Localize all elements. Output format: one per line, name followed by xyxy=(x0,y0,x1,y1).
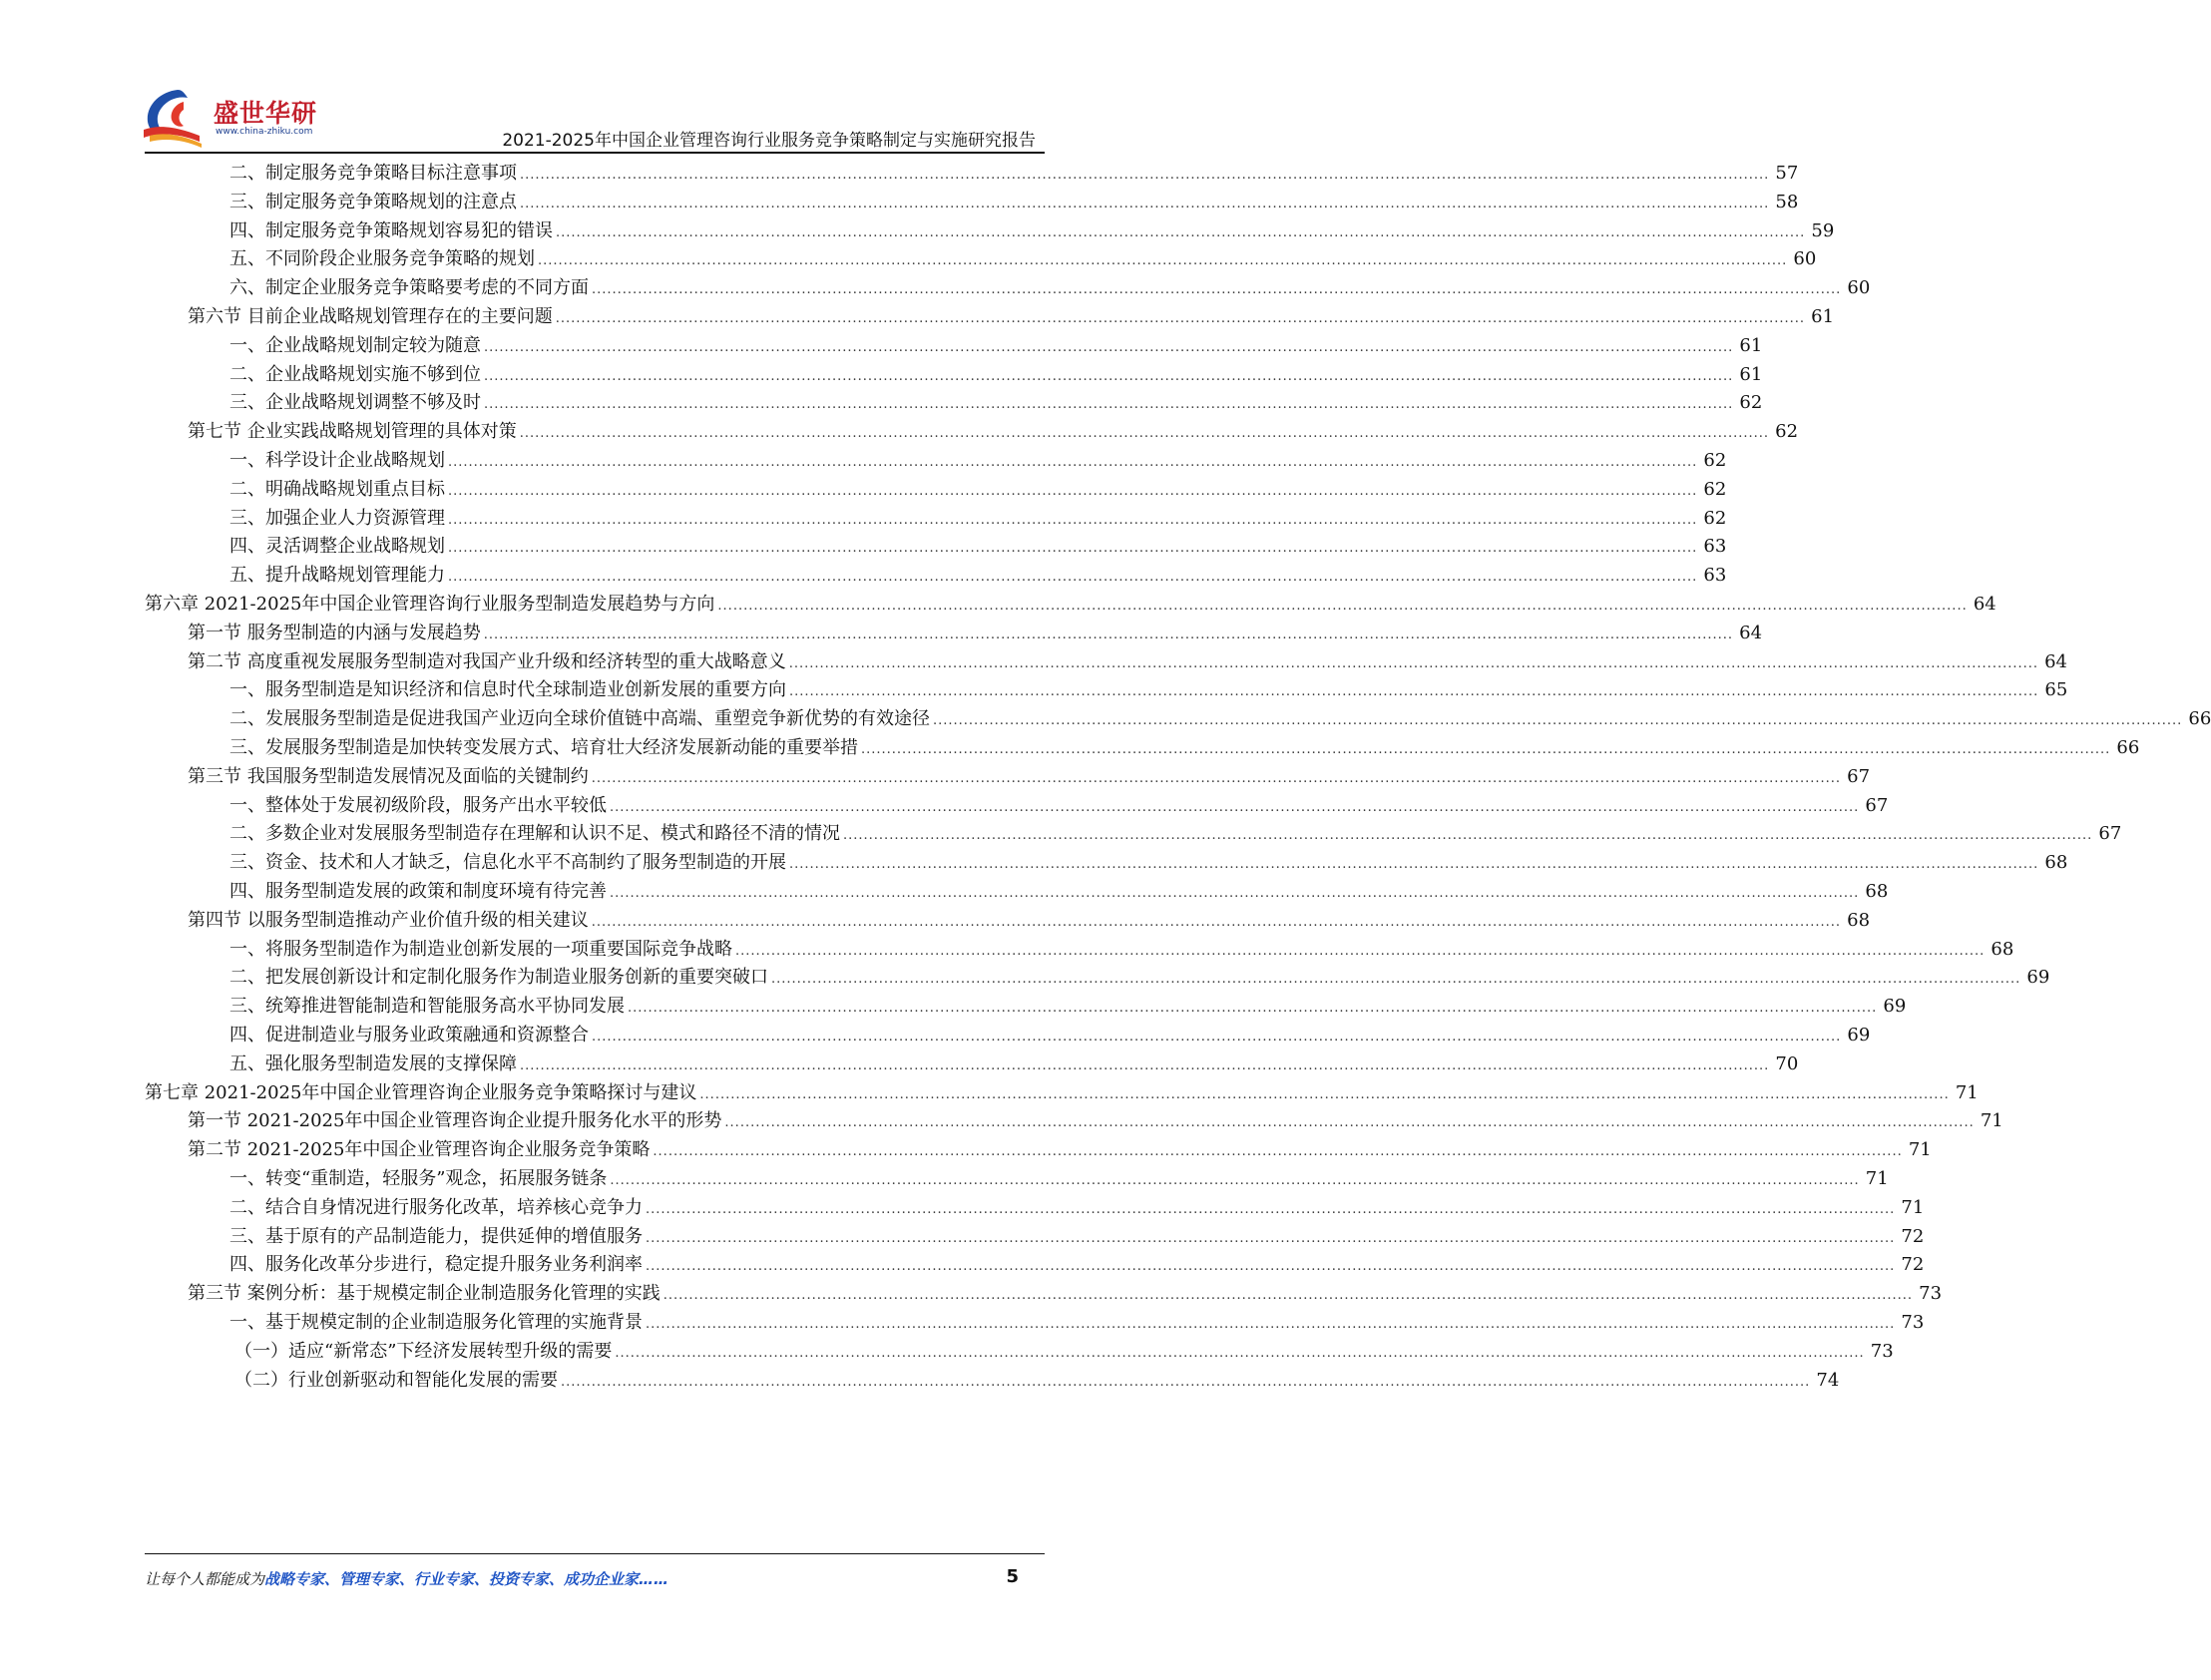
toc-leader-dots xyxy=(592,276,1841,304)
toc-leader-dots xyxy=(646,1225,1895,1253)
toc-entry-page: 63 xyxy=(1703,536,1727,557)
toc-entry[interactable] xyxy=(0,1136,1932,1164)
toc-entry-title: 二、结合自身情况进行服务化改革，培养核心竞争力 xyxy=(229,1197,643,1218)
toc-entry[interactable] xyxy=(0,620,1763,647)
toc-entry-page: 73 xyxy=(1919,1283,1943,1304)
toc-entry-page: 64 xyxy=(1973,594,1996,615)
toc-entry[interactable] xyxy=(0,1367,1840,1395)
toc-entry-title: 二、多数企业对发展服务型制造存在理解和认识不足、模式和路径不清的情况 xyxy=(229,823,840,844)
toc-entry-title: 六、制定企业服务竞争策略要考虑的不同方面 xyxy=(229,277,589,298)
toc-entry[interactable] xyxy=(0,332,1763,360)
toc-entry[interactable] xyxy=(0,505,1727,533)
toc-entry[interactable] xyxy=(0,763,1871,791)
toc-entry-page: 69 xyxy=(1847,1025,1871,1046)
toc-leader-dots xyxy=(646,1311,1895,1339)
toc-leader-dots xyxy=(538,247,1787,275)
toc-entry-title: 三、统筹推进智能制造和智能服务高水平协同发展 xyxy=(229,996,625,1017)
toc-leader-dots xyxy=(448,535,1697,563)
toc-entry-page: 60 xyxy=(1847,277,1871,298)
toc-entry[interactable] xyxy=(0,907,1871,935)
toc-entry[interactable] xyxy=(0,1251,1925,1279)
toc-leader-dots xyxy=(843,822,2092,850)
toc-entry-title: 第四节 以服务型制造推动产业价值升级的相关建议 xyxy=(188,910,589,931)
toc-entry-title: 二、制定服务竞争策略目标注意事项 xyxy=(229,163,517,184)
toc-entry[interactable] xyxy=(0,1165,1889,1193)
toc-entry[interactable] xyxy=(0,1223,1925,1251)
toc-entry-title: 第二节 2021-2025年中国企业管理咨询企业服务竞争策略 xyxy=(188,1139,651,1160)
toc-entry[interactable] xyxy=(0,562,1727,590)
footer-slogan xyxy=(145,1568,668,1589)
logo-url: www.china-zhiku.com xyxy=(216,127,313,137)
toc-leader-dots xyxy=(861,736,2110,764)
toc-leader-dots xyxy=(448,564,1697,592)
toc-entry[interactable] xyxy=(0,1194,1925,1222)
toc-entry-title: 第一节 2021-2025年中国企业管理咨询企业提升服务化水平的形势 xyxy=(188,1110,722,1131)
toc-entry-title: 五、强化服务型制造发展的支撑保障 xyxy=(229,1053,517,1074)
toc-entry[interactable] xyxy=(0,1050,1799,1078)
footer-divider xyxy=(145,1553,1045,1554)
toc-entry[interactable] xyxy=(0,676,2068,704)
toc-entry[interactable] xyxy=(0,1338,1894,1366)
toc-entry[interactable] xyxy=(0,1309,1925,1337)
toc-leader-dots xyxy=(520,162,1769,190)
toc-entry[interactable] xyxy=(0,274,1871,302)
toc-entry-page: 64 xyxy=(2044,651,2068,672)
toc-entry-title: 二、企业战略规划实施不够到位 xyxy=(229,364,481,385)
toc-entry[interactable] xyxy=(0,447,1727,475)
toc-entry-title: 第三节 案例分析：基于规模定制企业制造服务化管理的实践 xyxy=(188,1283,661,1304)
toc-entry-title: 二、发展服务型制造是促进我国产业迈向全球价值链中高端、重塑竞争新优势的有效途径 xyxy=(229,708,930,729)
toc-leader-dots xyxy=(592,1024,1841,1051)
toc-leader-dots xyxy=(556,305,1805,333)
toc-leader-dots xyxy=(561,1369,1810,1397)
toc-entry[interactable] xyxy=(0,849,2068,877)
toc-leader-dots xyxy=(699,1081,1949,1109)
toc-leader-dots xyxy=(663,1282,1913,1310)
toc-entry-title: 五、不同阶段企业服务竞争策略的规划 xyxy=(229,248,535,269)
toc-leader-dots xyxy=(484,391,1733,419)
toc-entry-page: 62 xyxy=(1703,508,1727,529)
toc-leader-dots xyxy=(933,707,2182,735)
toc-entry-page: 67 xyxy=(1865,795,1889,816)
toc-entry-page: 58 xyxy=(1775,192,1799,212)
toc-entry-title: 三、发展服务型制造是加快转变发展方式、培育壮大经济发展新动能的重要举措 xyxy=(229,737,858,758)
toc-leader-dots xyxy=(646,1253,1895,1281)
toc-entry-page: 71 xyxy=(1865,1168,1889,1189)
toc-entry[interactable] xyxy=(0,591,1996,619)
toc-entry[interactable] xyxy=(0,1280,1943,1308)
toc-entry-page: 59 xyxy=(1811,220,1835,241)
toc-entry[interactable] xyxy=(0,160,1799,188)
toc-entry-title: 三、加强企业人力资源管理 xyxy=(229,508,445,529)
toc-entry[interactable] xyxy=(0,1107,2003,1135)
toc-entry[interactable] xyxy=(0,792,1889,820)
toc-entry-page: 73 xyxy=(1901,1312,1925,1333)
toc-entry[interactable] xyxy=(0,189,1799,216)
footer-slogan-highlight: 战略专家、管理专家、行业专家、投资专家、成功企业家…… xyxy=(264,1570,669,1588)
toc-entry-title: 第三节 我国服务型制造发展情况及面临的关键制约 xyxy=(188,766,589,787)
toc-entry-page: 67 xyxy=(1847,766,1871,787)
toc-leader-dots xyxy=(789,650,2038,678)
toc-entry-page: 61 xyxy=(1739,335,1763,356)
toc-entry-page: 62 xyxy=(1775,421,1799,442)
toc-entry[interactable] xyxy=(0,936,2014,964)
toc-entry-title: 四、促进制造业与服务业政策融通和资源整合 xyxy=(229,1025,589,1046)
page-number: 5 xyxy=(1006,1566,1019,1587)
toc-leader-dots xyxy=(717,593,1967,621)
toc-entry-page: 67 xyxy=(2098,823,2122,844)
toc-entry-page: 71 xyxy=(1901,1197,1925,1218)
toc-leader-dots xyxy=(520,191,1769,218)
toc-entry-page: 68 xyxy=(1847,910,1871,931)
toc-entry-title: （二）行业创新驱动和智能化发展的需要 xyxy=(234,1370,558,1391)
toc-entry-page: 66 xyxy=(2188,708,2211,729)
toc-entry-page: 72 xyxy=(1901,1226,1925,1247)
toc-entry-title: 一、科学设计企业战略规划 xyxy=(229,450,445,471)
toc-entry[interactable] xyxy=(0,734,2140,762)
toc-entry-page: 60 xyxy=(1793,248,1817,269)
toc-leader-dots xyxy=(628,995,1877,1023)
toc-entry-page: 65 xyxy=(2044,679,2068,700)
toc-leader-dots xyxy=(724,1109,1974,1137)
toc-entry-title: 第一节 服务型制造的内涵与发展趋势 xyxy=(188,623,481,643)
header-divider xyxy=(145,152,1045,154)
toc-leader-dots xyxy=(610,880,1859,908)
toc-entry[interactable] xyxy=(0,533,1727,561)
logo-text: 盛世华研 xyxy=(214,99,318,128)
toc-entry[interactable] xyxy=(0,648,2068,676)
toc-leader-dots xyxy=(556,219,1805,247)
toc-leader-dots xyxy=(484,334,1733,362)
toc-entry-page: 72 xyxy=(1901,1254,1925,1275)
toc-entry-title: 一、企业战略规划制定较为随意 xyxy=(229,335,481,356)
toc-entry-title: 第七章 2021-2025年中国企业管理咨询企业服务竞争策略探讨与建议 xyxy=(145,1082,697,1103)
toc-entry[interactable] xyxy=(0,418,1799,446)
footer-slogan-prefix: 让每个人都能成为 xyxy=(145,1570,265,1588)
report-title: 2021-2025年中国企业管理咨询行业服务竞争策略制定与实施研究报告 xyxy=(502,131,1036,151)
toc-entry-title: 二、明确战略规划重点目标 xyxy=(229,479,445,500)
toc-entry-title: 第六章 2021-2025年中国企业管理咨询行业服务型制造发展趋势与方向 xyxy=(145,594,715,615)
toc-entry-title: 三、企业战略规划调整不够及时 xyxy=(229,392,481,413)
toc-entry[interactable] xyxy=(0,303,1835,331)
toc-entry[interactable] xyxy=(0,993,1907,1021)
toc-entry[interactable] xyxy=(0,820,2122,848)
toc-entry-title: 四、制定服务竞争策略规划容易犯的错误 xyxy=(229,220,553,241)
toc-entry-page: 62 xyxy=(1703,450,1727,471)
page-header xyxy=(0,0,1188,160)
toc-entry-page: 68 xyxy=(1865,881,1889,902)
toc-entry-page: 57 xyxy=(1775,163,1799,184)
toc-entry-page: 62 xyxy=(1739,392,1763,413)
toc-leader-dots xyxy=(448,449,1697,477)
toc-leader-dots xyxy=(448,478,1697,506)
toc-entry-title: 四、服务化改革分步进行，稳定提升服务业务利润率 xyxy=(229,1254,643,1275)
toc-entry[interactable] xyxy=(0,389,1763,417)
toc-entry-title: 一、转变“重制造，轻服务”观念，拓展服务链条 xyxy=(229,1168,608,1189)
toc-leader-dots xyxy=(735,938,1985,966)
toc-entry-title: 第六节 目前企业战略规划管理存在的主要问题 xyxy=(188,306,553,327)
toc-leader-dots xyxy=(610,794,1859,822)
toc-leader-dots xyxy=(771,966,2020,994)
toc-entry-page: 64 xyxy=(1739,623,1763,643)
toc-entry-title: 三、资金、技术和人才缺乏，信息化水平不高制约了服务型制造的开展 xyxy=(229,852,786,873)
toc-entry[interactable] xyxy=(0,1079,1979,1107)
toc-leader-dots xyxy=(448,507,1697,535)
toc-entry-title: （一）适应“新常态”下经济发展转型升级的需要 xyxy=(234,1341,613,1362)
toc-leader-dots xyxy=(592,909,1841,937)
toc-entry-page: 61 xyxy=(1739,364,1763,385)
toc-entry-page: 68 xyxy=(2044,852,2068,873)
toc-entry-title: 五、提升战略规划管理能力 xyxy=(229,565,445,586)
toc-entry-title: 第七节 企业实践战略规划管理的具体对策 xyxy=(188,421,517,442)
toc-entry-page: 74 xyxy=(1816,1370,1840,1391)
toc-entry[interactable] xyxy=(0,964,2050,992)
toc-leader-dots xyxy=(520,1052,1769,1080)
toc-entry-page: 69 xyxy=(2026,967,2050,988)
toc-entry-title: 一、基于规模定制的企业制造服务化管理的实施背景 xyxy=(229,1312,643,1333)
toc-entry-title: 二、把发展创新设计和定制化服务作为制造业服务创新的重要突破口 xyxy=(229,967,768,988)
toc-entry-title: 一、整体处于发展初级阶段，服务产出水平较低 xyxy=(229,795,607,816)
toc-entry[interactable] xyxy=(0,361,1763,389)
toc-leader-dots xyxy=(484,363,1733,391)
toc-entry-page: 71 xyxy=(1908,1139,1932,1160)
toc-entry-title: 四、服务型制造发展的政策和制度环境有待完善 xyxy=(229,881,607,902)
toc-entry[interactable] xyxy=(0,878,1889,906)
toc-entry-page: 66 xyxy=(2116,737,2140,758)
toc-entry[interactable] xyxy=(0,705,2211,733)
toc-entry[interactable] xyxy=(0,476,1727,504)
toc-leader-dots xyxy=(615,1340,1864,1368)
toc-leader-dots xyxy=(610,1167,1859,1195)
toc-leader-dots xyxy=(653,1138,1902,1166)
toc-entry-title: 一、将服务型制造作为制造业创新发展的一项重要国际竞争战略 xyxy=(229,939,732,960)
toc-entry-page: 71 xyxy=(1980,1110,2003,1131)
toc-leader-dots xyxy=(789,678,2038,706)
toc-entry-page: 68 xyxy=(1990,939,2014,960)
toc-entry[interactable] xyxy=(0,245,1817,273)
toc-entry-page: 62 xyxy=(1703,479,1727,500)
toc-entry-title: 第二节 高度重视发展服务型制造对我国产业升级和经济转型的重大战略意义 xyxy=(188,651,786,672)
toc-entry-page: 73 xyxy=(1870,1341,1894,1362)
toc-leader-dots xyxy=(646,1196,1895,1224)
toc-entry-title: 三、制定服务竞争策略规划的注意点 xyxy=(229,192,517,212)
toc-entry-title: 三、基于原有的产品制造能力，提供延伸的增值服务 xyxy=(229,1226,643,1247)
toc-entry-title: 四、灵活调整企业战略规划 xyxy=(229,536,445,557)
toc-leader-dots xyxy=(520,420,1769,448)
toc-leader-dots xyxy=(484,622,1733,649)
toc-entry-page: 71 xyxy=(1955,1082,1979,1103)
toc-leader-dots xyxy=(592,765,1841,793)
toc-entry-page: 63 xyxy=(1703,565,1727,586)
toc-entry-page: 61 xyxy=(1811,306,1835,327)
toc-entry-page: 69 xyxy=(1883,996,1907,1017)
toc-entry[interactable] xyxy=(0,1022,1871,1050)
toc-entry-page: 70 xyxy=(1775,1053,1799,1074)
toc-leader-dots xyxy=(789,851,2038,879)
toc-entry[interactable] xyxy=(0,217,1835,245)
toc-entry-title: 一、服务型制造是知识经济和信息时代全球制造业创新发展的重要方向 xyxy=(229,679,786,700)
